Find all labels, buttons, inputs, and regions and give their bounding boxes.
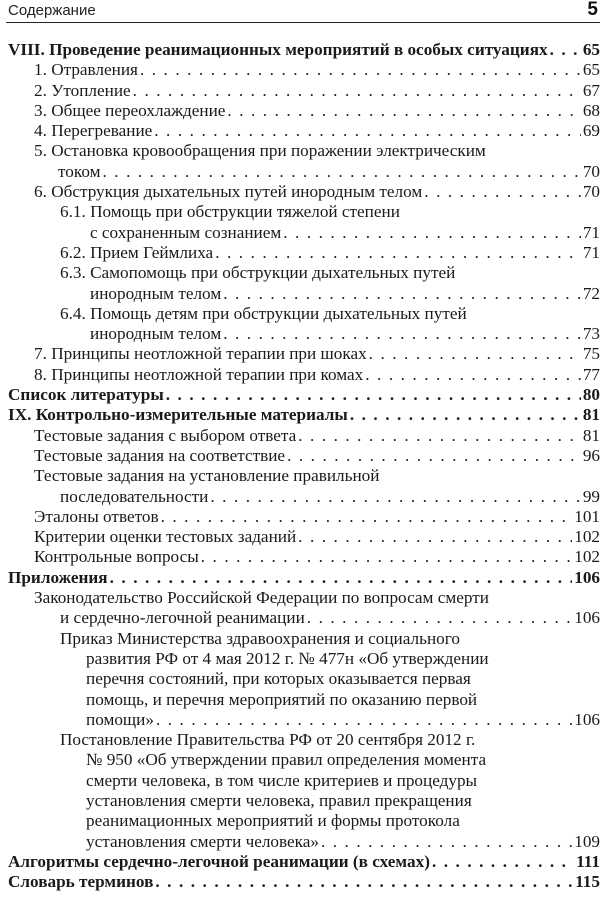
toc-page-ref: 81: [582, 405, 600, 425]
toc-entry-text: установления смерти человека, правил прекращения: [86, 790, 472, 810]
toc-page-ref: 65: [582, 40, 600, 59]
toc-item-airway-obstruction[interactable]: [8, 182, 600, 202]
toc-entry-text: Законодательство Российской Федерации по вопросам смерти: [34, 588, 489, 608]
toc-entry-text: Приказ Министерства здравоохранения и социального: [60, 628, 460, 648]
toc-page-ref: 68: [582, 100, 600, 120]
toc-page-ref: 70: [582, 182, 600, 202]
toc-entry-text: 8. Принципы неотложной терапии при комах: [34, 364, 364, 384]
leader-dots: [550, 40, 581, 60]
running-header-title: Содержание: [8, 2, 96, 19]
toc-glossary[interactable]: [8, 872, 600, 892]
toc-entry-text: Список литературы: [8, 385, 164, 405]
leader-dots: [154, 121, 581, 141]
leader-dots: [140, 60, 581, 80]
toc-page-ref: 71: [582, 222, 600, 242]
toc-subitem-6-3[interactable]: [8, 263, 600, 304]
toc-entry-text: IX. Контрольно-измерительные материалы: [8, 405, 348, 425]
toc-entry-text: установления смерти человека»: [86, 831, 319, 851]
leader-dots: [215, 243, 581, 263]
toc-page-ref: 99: [582, 486, 600, 506]
leader-dots: [369, 344, 581, 364]
page-number: 5: [587, 0, 598, 20]
toc-entry-text: Эталоны ответов: [34, 506, 159, 526]
leader-dots: [227, 101, 580, 121]
toc-entry-text: 1. Отравления: [34, 60, 138, 80]
leader-dots: [161, 507, 573, 527]
toc-entry-text: 4. Перегревание: [34, 121, 153, 141]
toc-page-ref: 81: [582, 425, 600, 445]
toc-entry-text: реанимационных мероприятий и формы протокола: [86, 811, 460, 831]
leader-dots: [210, 487, 580, 507]
toc-item-hypothermia[interactable]: [8, 101, 600, 121]
toc-page-ref: 75: [582, 344, 600, 364]
toc-page-ref: 101: [574, 506, 600, 526]
toc-page-ref: 111: [576, 851, 600, 871]
toc-entry-text: Критерии оценки тестовых заданий: [34, 527, 297, 547]
toc-entry-text: и сердечно-легочной реанимации: [60, 608, 305, 628]
toc-page-ref: 115: [575, 872, 600, 892]
toc-page-ref: 70: [582, 161, 600, 181]
toc-entry-text: 7. Принципы неотложной терапии при шоках: [34, 344, 367, 364]
toc-page-ref: 65: [582, 60, 600, 80]
toc-page-ref: 102: [574, 527, 600, 547]
leader-dots: [432, 852, 574, 872]
leader-dots: [155, 872, 573, 892]
toc-entry-text: 6.1. Помощь при обструкции тяжелой степени: [60, 202, 400, 222]
toc-item-choice-tests[interactable]: [8, 426, 600, 446]
toc-chapter-ix[interactable]: [8, 405, 600, 425]
toc-cpr-algorithms[interactable]: [8, 852, 600, 872]
leader-dots: [283, 223, 581, 243]
toc-entry-text: последовательности: [60, 486, 209, 506]
toc-page-ref: 80: [582, 385, 600, 405]
toc-entry-text: Тестовые задания с выбором ответа: [34, 425, 297, 445]
toc-entry-text: инородным телом: [90, 324, 222, 344]
toc-entry-text: 6.2. Прием Геймлиха: [60, 242, 214, 262]
toc-subitem-6-1[interactable]: [8, 202, 600, 243]
toc-item-coma-therapy[interactable]: [8, 365, 600, 385]
toc-item-matching-tests[interactable]: [8, 446, 600, 466]
toc-subitem-6-4[interactable]: [8, 304, 600, 345]
toc-chapter-viii[interactable]: [8, 40, 600, 60]
toc-entry-text: № 950 «Об утверждении правил определения момента: [86, 750, 487, 770]
toc-item-control-questions[interactable]: [8, 547, 600, 567]
toc-entry-text: Тестовые задания на соответствие: [34, 445, 286, 465]
toc-item-poisoning[interactable]: [8, 60, 600, 80]
toc-page-ref: 71: [582, 242, 600, 262]
toc-entry-text: 6. Обструкция дыхательных путей инородным телом: [34, 182, 423, 202]
toc-page-ref: 106: [574, 608, 600, 628]
toc-bibliography[interactable]: [8, 385, 600, 405]
toc-page-ref: 73: [582, 324, 600, 344]
leader-dots: [201, 547, 572, 567]
toc-page-ref: 102: [574, 547, 600, 567]
leader-dots: [298, 527, 572, 547]
leader-dots: [424, 182, 581, 202]
leader-dots: [365, 365, 581, 385]
toc-subitem-order-477n[interactable]: [8, 629, 600, 730]
toc-entry-text: током: [58, 161, 101, 181]
toc-appendices[interactable]: [8, 568, 600, 588]
toc-page-ref: 67: [582, 80, 600, 100]
toc-entry-text: 2. Утопление: [34, 80, 131, 100]
toc-entry-text: Тестовые задания на установление правильной: [34, 466, 380, 486]
toc-page-ref: 72: [582, 283, 600, 303]
toc-entry-text: Контрольные вопросы: [34, 547, 199, 567]
toc-item-legislation[interactable]: [8, 588, 600, 629]
toc-item-sequence-tests[interactable]: [8, 466, 600, 507]
leader-dots: [133, 81, 581, 101]
toc-entry-text: помощь, и перечня мероприятий по оказанию первой: [86, 689, 478, 709]
table-of-contents: [8, 40, 600, 892]
leader-dots: [298, 426, 581, 446]
leader-dots: [223, 284, 581, 304]
running-header: [6, 0, 600, 23]
leader-dots: [350, 405, 581, 425]
toc-entry-text: смерти человека, в том числе критериев и процедуры: [86, 770, 478, 790]
toc-item-electrical-arrest[interactable]: [8, 141, 600, 182]
toc-item-overheating[interactable]: [8, 121, 600, 141]
toc-item-grading-criteria[interactable]: [8, 527, 600, 547]
toc-item-answer-keys[interactable]: [8, 507, 600, 527]
leader-dots: [223, 324, 581, 344]
leader-dots: [156, 710, 572, 730]
toc-page-ref: 77: [582, 364, 600, 384]
leader-dots: [110, 568, 573, 588]
leader-dots: [103, 162, 581, 182]
toc-entry-text: 6.3. Самопомощь при обструкции дыхательных путей: [60, 263, 456, 283]
toc-entry-text: 6.4. Помощь детям при обструкции дыхательных путей: [60, 303, 467, 323]
toc-page-ref: 96: [582, 445, 600, 465]
toc-entry-text: помощи»: [86, 709, 154, 729]
toc-entry-text: VIII. Проведение реанимационных мероприятий в особых ситуациях: [8, 40, 548, 59]
toc-entry-text: 5. Остановка кровообращения при поражении электрическим: [34, 141, 486, 161]
toc-entry-text: Постановление Правительства РФ от 20 сентября 2012 г.: [60, 730, 476, 750]
toc-entry-text: Алгоритмы сердечно-легочной реанимации (в схемах): [8, 851, 430, 871]
toc-entry-text: развития РФ от 4 мая 2012 г. № 477н «Об утверждении: [86, 648, 489, 668]
toc-entry-text: перечня состояний, при которых оказывается первая: [86, 669, 471, 689]
toc-entry-text: Приложения: [8, 567, 108, 587]
toc-entry-text: инородным телом: [90, 283, 222, 303]
toc-subitem-resolution-950[interactable]: [8, 730, 600, 852]
toc-item-drowning[interactable]: [8, 81, 600, 101]
leader-dots: [321, 832, 572, 852]
leader-dots: [287, 446, 581, 466]
toc-entry-text: Словарь терминов: [8, 872, 154, 892]
toc-entry-text: с сохраненным сознанием: [90, 222, 282, 242]
leader-dots: [166, 385, 581, 405]
toc-page-ref: 106: [574, 709, 600, 729]
toc-page-ref: 106: [574, 567, 600, 587]
toc-subitem-6-2[interactable]: [8, 243, 600, 263]
toc-page-ref: 69: [582, 121, 600, 141]
toc-item-shock-therapy[interactable]: [8, 344, 600, 364]
leader-dots: [307, 608, 572, 628]
toc-entry-text: 3. Общее переохлаждение: [34, 100, 226, 120]
toc-page-ref: 109: [574, 831, 600, 851]
